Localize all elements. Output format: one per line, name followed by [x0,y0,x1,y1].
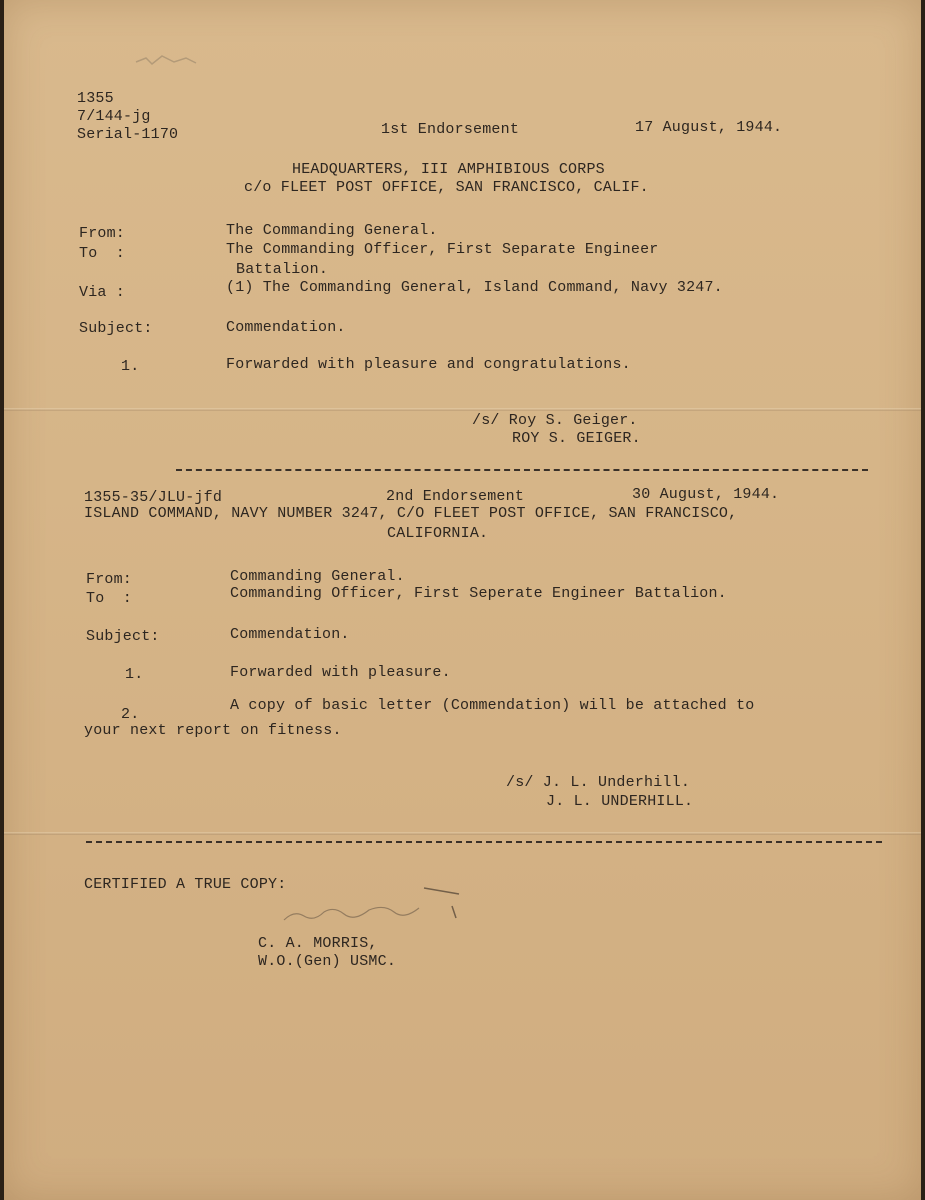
faint-top-mark [134,50,204,70]
endorsement-2-to-label: To : [86,590,133,607]
section-divider-1 [176,469,868,471]
endorsement-2-paragraph-1-text: Forwarded with pleasure. [230,664,451,681]
paper-fold-lower [4,832,921,835]
paragraph-1-text: Forwarded with pleasure and congratulations. [226,356,631,373]
via-value: (1) The Commanding General, Island Command, Navy 3247. [226,279,723,296]
endorsement-2-title: 2nd Endorsement [386,488,525,505]
document-page [4,0,921,1200]
endorsement-2-from-label: From: [86,571,133,588]
endorsement-2-date: 30 August, 1944. [632,486,780,503]
endorsement-2-paragraph-1-number: 1. [125,666,144,683]
endorsement-2-paragraph-2-text-continued: your next report on fitness. [84,722,342,739]
subject-value: Commendation. [226,319,346,336]
from-value: The Commanding General. [226,222,438,239]
certifier-name: C. A. MORRIS, [258,935,378,952]
subject-label: Subject: [79,320,153,337]
endorsement-2-signatory-name: J. L. UNDERHILL. [546,793,694,810]
certification-label: CERTIFIED A TRUE COPY: [84,876,287,893]
endorsement-1-title: 1st Endorsement [381,121,520,138]
endorsement-2-paragraph-2-number: 2. [121,706,140,723]
to-label: To : [79,245,126,262]
to-value: The Commanding Officer, First Separate Engineer [226,241,659,258]
island-command-line-continued: CALIFORNIA. [387,525,489,542]
serial-number: Serial-1170 [77,126,179,143]
headquarters-line: HEADQUARTERS, III AMPHIBIOUS CORPS [292,161,605,178]
file-code: 7/144-jg [77,108,151,125]
post-office-line: c/o FLEET POST OFFICE, SAN FRANCISCO, CALIF. [244,179,649,196]
file-number: 1355 [77,90,114,107]
endorsement-2-subject-label: Subject: [86,628,160,645]
paragraph-1-number: 1. [121,358,140,375]
endorsement-2-paragraph-2-text: A copy of basic letter (Commendation) will be attached to [230,697,755,714]
signatory-name: ROY S. GEIGER. [512,430,641,447]
via-label: Via : [79,284,126,301]
island-command-line: ISLAND COMMAND, NAVY NUMBER 3247, C/O FLEET POST OFFICE, SAN FRANCISCO, [84,505,738,522]
endorsement-2-from-value: Commanding General. [230,568,405,585]
to-value-continued: Battalion. [236,261,329,278]
from-label: From: [79,225,126,242]
endorsement-2-to-value: Commanding Officer, First Seperate Engineer Battalion. [230,585,727,602]
handwritten-initials [274,880,474,930]
signature-line: /s/ Roy S. Geiger. [472,412,638,429]
endorsement-2-subject-value: Commendation. [230,626,350,643]
endorsement-1-date: 17 August, 1944. [635,119,783,136]
endorsement-2-signature-line: /s/ J. L. Underhill. [506,774,691,791]
certifier-title: W.O.(Gen) USMC. [258,953,397,970]
endorsement-2-file-code: 1355-35/JLU-jfd [84,489,223,506]
section-divider-2 [86,841,882,843]
paper-fold-upper [4,408,921,411]
